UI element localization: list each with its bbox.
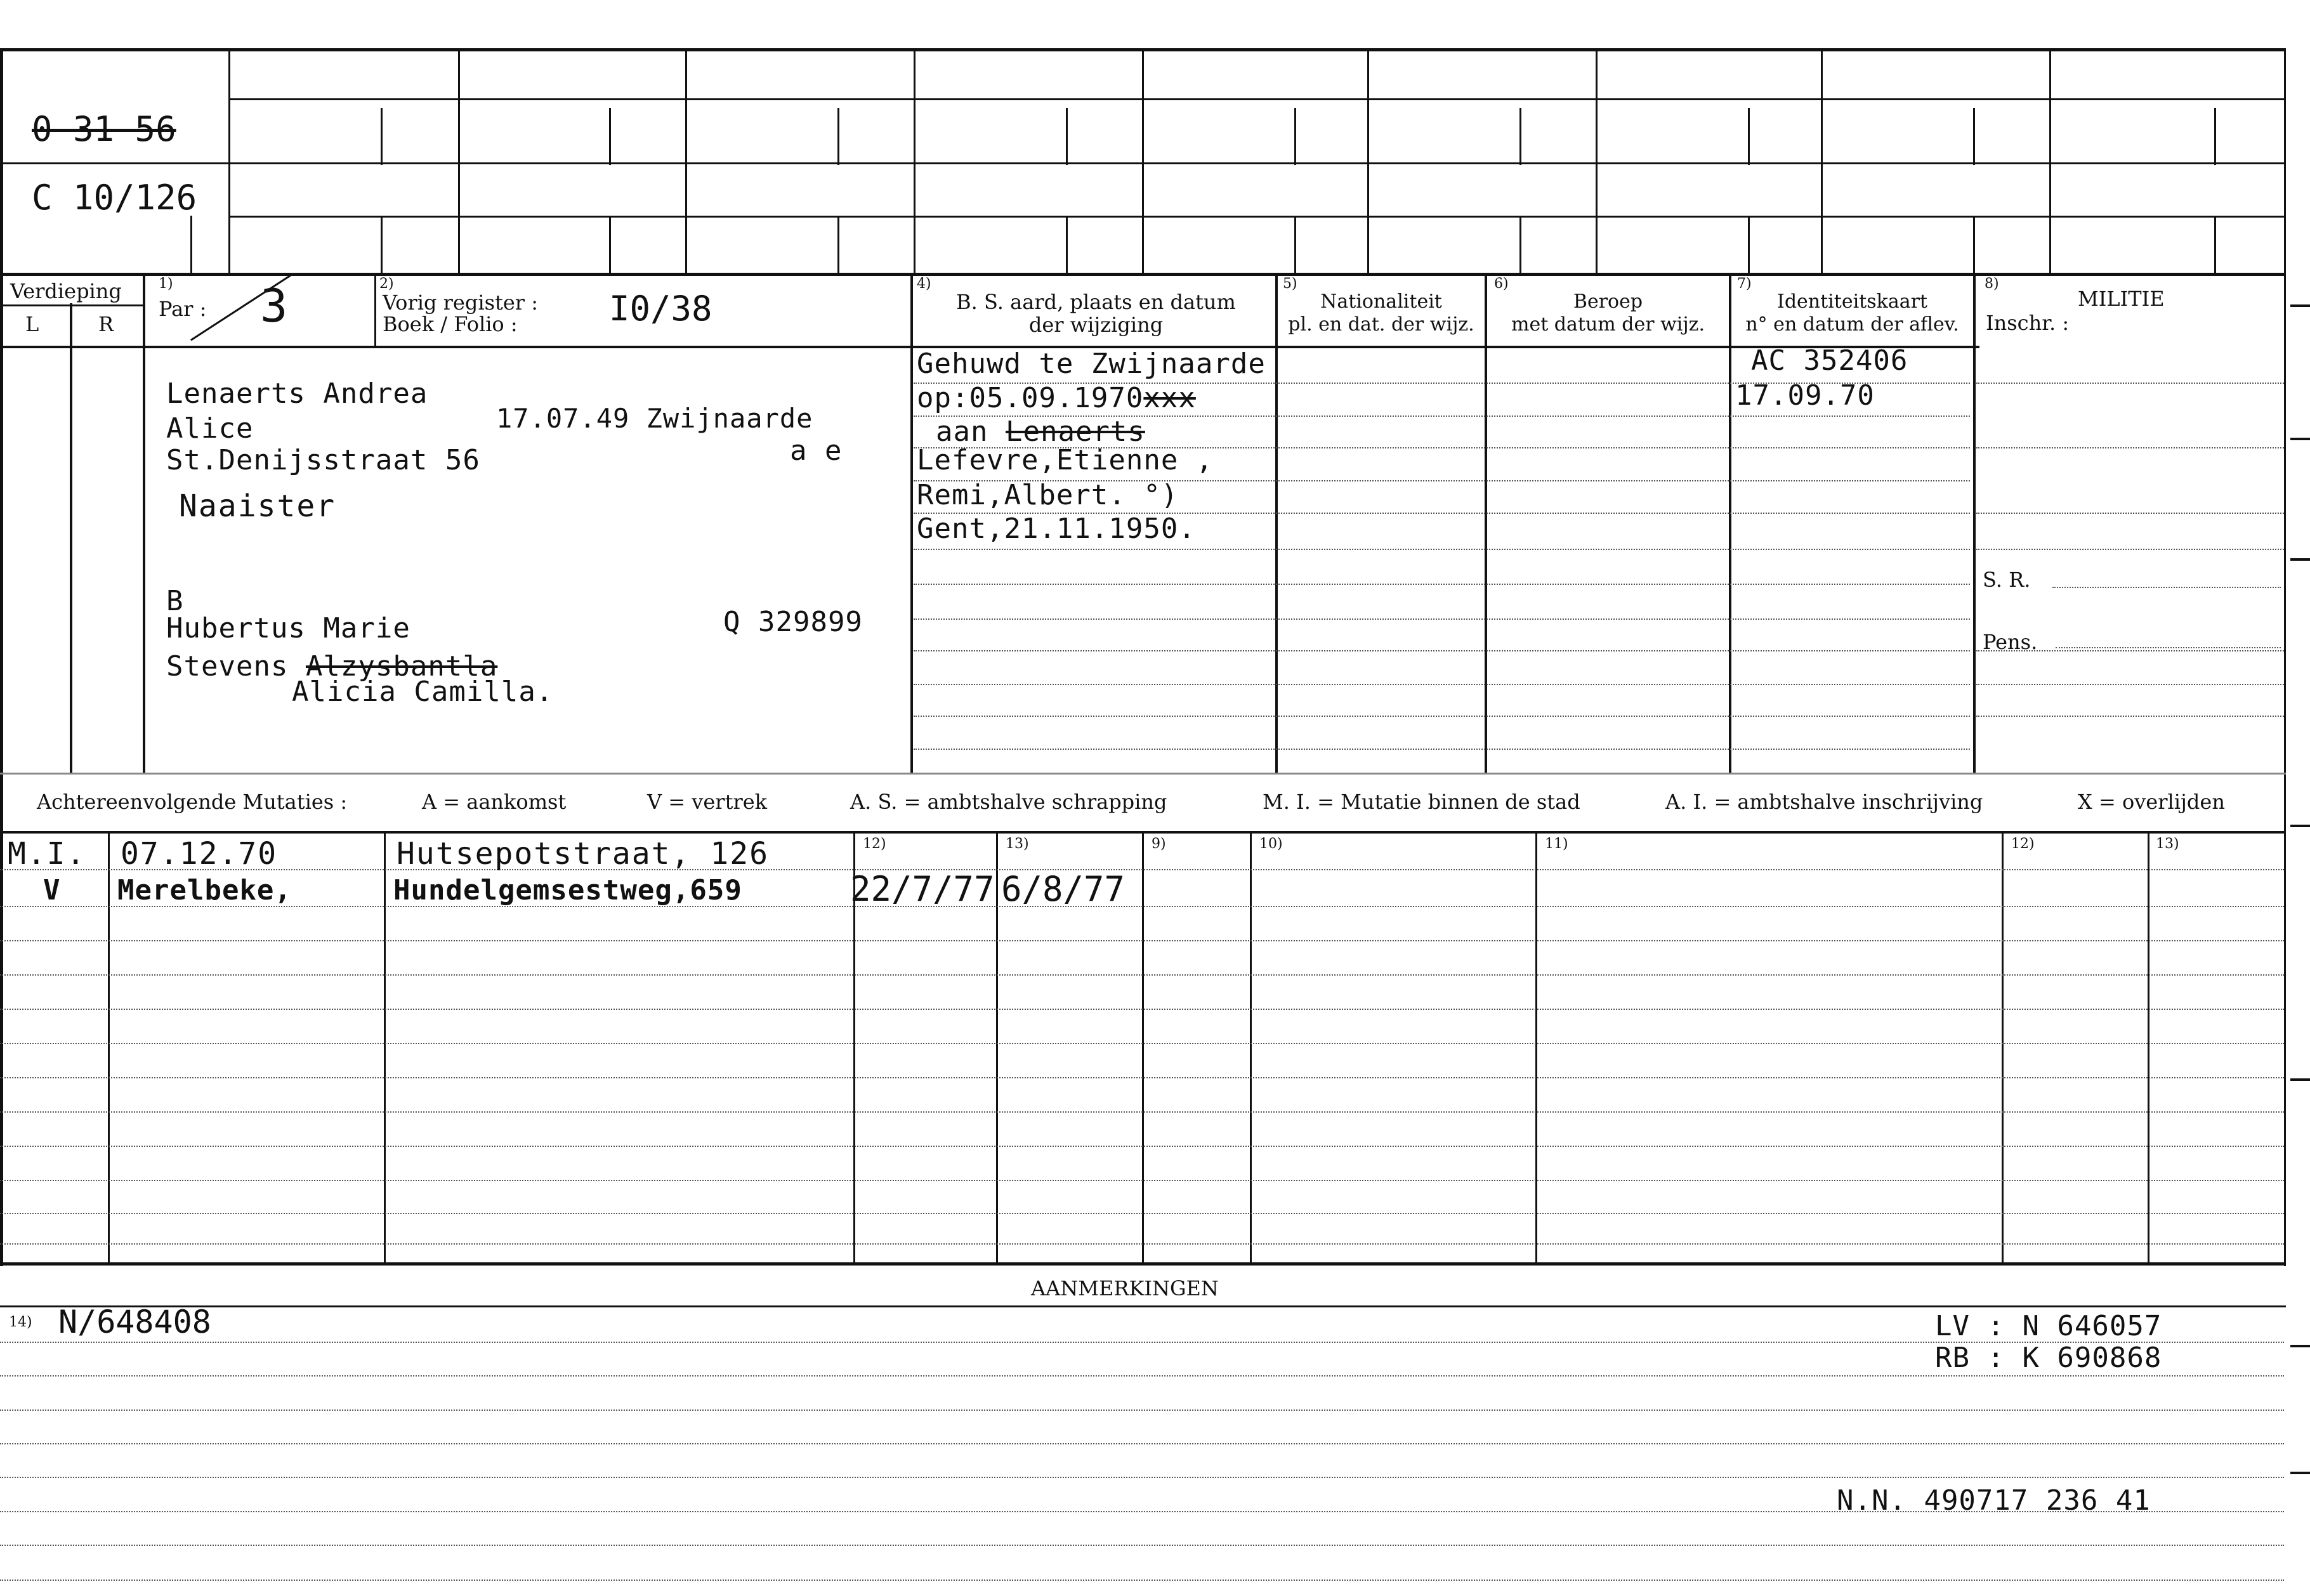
legend-x: X = overlijden [2078,790,2225,814]
person-parent-2-surname: Stevens [166,650,289,683]
edge-tick [2290,1472,2310,1474]
mut-vline [996,831,998,1262]
person-parent-2-firstname: Alicia Camilla. [292,676,554,708]
r-label: R [98,312,114,336]
vline-8 [1973,273,1976,774]
remarks-line [0,1305,2286,1307]
civil-line-4: Lefevre,Etienne , [917,444,1214,476]
grid-vline [1294,216,1296,273]
mut-col-12: 12) [863,836,886,852]
grid-vline [2049,48,2051,274]
grid-vline [458,48,460,274]
old-register-code: 0 31 56 [32,109,176,149]
grid-vline [1748,216,1750,273]
grid-vline [914,48,915,274]
col7-header [1731,291,1973,336]
col6-line1: Beroep [1573,291,1643,313]
grid-vline [1596,48,1598,274]
grid-vline [1066,108,1068,165]
col6-header [1487,291,1729,336]
boek-folio-label: Boek / Folio : [383,312,518,336]
mutation-type: M.I. [8,836,86,872]
civil-line-1: Gehuwd te Zwijnaarde [917,348,1266,380]
civil-line-2 [917,382,1196,414]
grid-vline [609,216,611,273]
civil-line-2-struck: xxx [1143,382,1196,414]
mut-vline [2148,831,2149,1262]
grid-vline [1748,108,1750,165]
mutation-address: Hundelgemsestweg,659 [393,874,742,906]
vline-L [70,303,72,773]
col-number-4: 4) [917,276,931,292]
mut-col-13b: 13) [2156,836,2179,852]
vline-4 [910,273,913,774]
mut-col-13: 13) [1006,836,1029,852]
col-number-6: 6) [1494,276,1509,292]
legend-mi: M. I. = Mutatie binnen de stad [1263,790,1580,814]
grid-line [228,216,2284,218]
legend-a: A = aankomst [422,790,567,814]
col-number-8: 8) [1985,276,1999,292]
grid-vline [1973,216,1975,273]
vline-7 [1729,273,1731,774]
grid-line [228,98,2284,100]
person-occupation: Naaister [179,488,336,524]
mut-vline [2002,831,2004,1262]
remarks-number: 14) [9,1314,32,1330]
col-number-5: 5) [1283,276,1297,292]
edge-tick [2290,438,2310,440]
civil-line-3 [936,415,1145,448]
pens-dotted-line [2056,647,2281,648]
verdieping-label: Verdieping [10,279,122,303]
civil-line-2-date: op:05.09.1970 [917,382,1144,414]
mut-vline [1535,831,1537,1262]
grid-vline [837,108,839,165]
person-parent-2-struck: Alzysbantla [305,650,498,683]
sr-label: S. R. [1983,568,2031,592]
col7-line1: Identiteitskaart [1777,291,1927,313]
col-number-1: 1) [159,276,173,292]
legend-title: Achtereenvolgende Mutaties : [37,790,348,814]
vorig-register-label: Vorig register : [383,291,539,315]
person-code: Q 329899 [723,606,863,638]
grid-vline [228,48,230,274]
remarks-lv: LV : N 646057 [1935,1310,2162,1342]
grid-vline [1973,108,1975,165]
grid-vline [837,216,839,273]
grid-vline [2214,216,2216,273]
civil-line-5: Remi,Albert. °) [917,479,1179,511]
remarks-nn: N.N. 490717 236 41 [1837,1484,2151,1517]
grid-vline [685,48,687,274]
remarks-reference: N/648408 [58,1304,211,1340]
pens-label: Pens. [1983,630,2038,654]
legend-as: A. S. = ambtshalve schrapping [850,790,1167,814]
edge-tick [2290,558,2310,561]
legend-ai: A. I. = ambtshalve inschrijving [1665,790,1983,814]
grid-vline [2214,108,2216,165]
grid-vline [2284,48,2286,1266]
grid-vline [1367,48,1369,274]
person-birth: 17.07.49 Zwijnaarde [496,403,813,434]
register-code: C 10/126 [32,178,197,218]
l-label: L [25,312,39,336]
par-mark: 3 [260,279,288,332]
col4-line2: der wijziging [1028,313,1164,337]
person-block-bottom [0,773,2286,775]
vline-5 [1275,273,1278,774]
grid-vline [609,108,611,165]
vline-6 [1485,273,1487,774]
id-card-number: AC 352406 [1751,344,1908,377]
par-label: Par : [159,297,207,321]
grid-vline [0,48,3,1266]
person-name: Lenaerts Andrea [166,377,428,410]
mut-col-12b: 12) [2011,836,2035,852]
mut-col-10: 10) [1259,836,1283,852]
col-number-7: 7) [1737,276,1752,292]
col-number-2: 2) [379,276,394,292]
col4-line1: B. S. aard, plaats en datum [956,290,1236,314]
militia-label: MILITIE [2078,287,2165,311]
id-card-date: 17.09.70 [1735,379,1875,412]
grid-vline [1142,48,1144,274]
mutation-date: 07.12.70 [121,836,278,872]
col7-line2: n° en datum der aflev. [1745,313,1959,336]
col5-line1: Nationaliteit [1320,291,1442,313]
person-parent-1: Hubertus Marie [166,612,410,644]
edge-tick [2290,1345,2310,1347]
person-letter: B [166,585,184,617]
civil-line-3-struck: Lenaerts [1005,415,1145,448]
mut-vline [1142,831,1144,1262]
mut-vline [384,831,386,1262]
col5-line2: pl. en dat. der wijz. [1288,313,1474,336]
civil-line-3-aan: aan [936,415,988,448]
mut-col-9: 9) [1152,836,1166,852]
mutation-address: Hutsepotstraat, 126 [397,836,770,872]
grid-vline [190,216,192,273]
grid-vline [1294,108,1296,165]
person-mark: a e [790,435,843,467]
mutation-type: V [43,874,61,906]
grid-vline [381,216,383,273]
col6-line2: met datum der wijz. [1511,313,1705,336]
lr-divider [0,304,145,306]
vorig-register-value: I0/38 [609,289,712,329]
edge-tick [2290,825,2310,827]
civil-line-6: Gent,21.11.1950. [917,513,1196,545]
mutation-col13: 6/8/77 [1001,869,1125,909]
grid-vline [1066,216,1068,273]
vline-R [143,273,145,774]
mutation-col12: 22/7/77 [850,869,995,909]
mutations-bottom-line [0,1262,2286,1266]
edge-tick [2290,1078,2310,1081]
remarks-title: AANMERKINGEN [1031,1276,1219,1300]
mut-col-11: 11) [1545,836,1568,852]
mut-vline [1250,831,1252,1262]
edge-tick [2290,304,2310,307]
sr-dotted-line [2052,587,2281,588]
grid-vline [1519,216,1521,273]
mutation-date: Merelbeke, [117,874,292,906]
grid-vline [381,108,383,165]
inschr-label: Inschr. : [1986,311,2070,335]
col4-header [917,291,1275,336]
vline-par [374,273,376,346]
col5-header [1278,291,1485,336]
mut-vline [108,831,110,1262]
person-address: St.Denijsstraat 56 [166,444,480,476]
grid-vline [1519,108,1521,165]
legend-v: V = vertrek [647,790,768,814]
person-first-name: Alice [166,412,254,445]
remarks-rb: RB : K 690868 [1935,1342,2162,1374]
grid-vline [1821,48,1823,274]
